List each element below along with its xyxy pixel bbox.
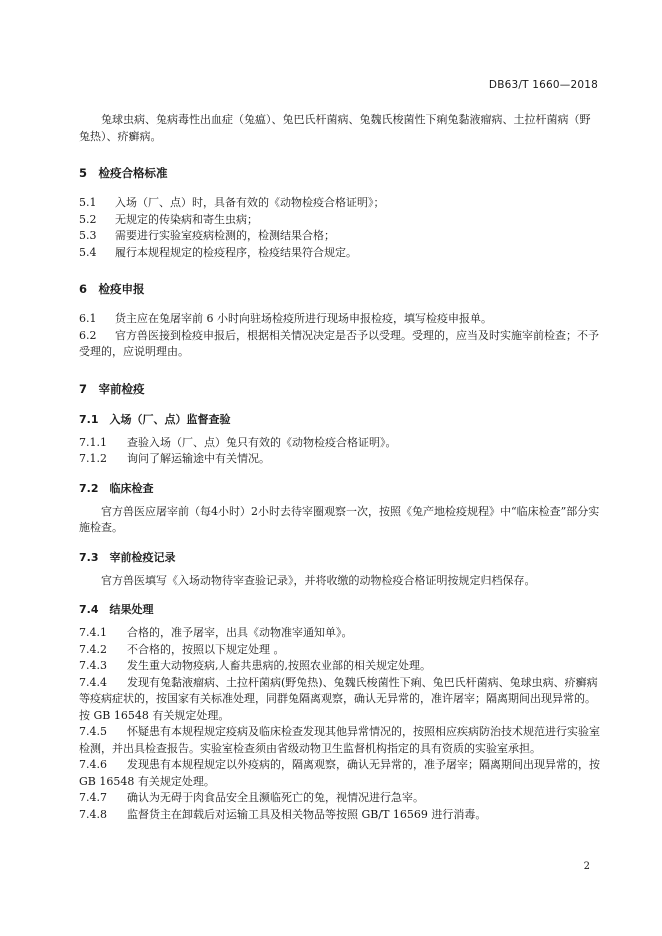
list-item: 6.1 货主应在兔屠宰前 6 小时向驻场检疫所进行现场申报检疫，填写检疫申报单。: [79, 312, 492, 325]
section-6-list: [79, 311, 601, 361]
list-item: 7.1.1 查验入场（厂、点）兔只有效的《动物检疫合格证明》。: [79, 435, 397, 449]
section-7-2-text: 官方兽医应屠宰前（每4小时）2小时去待宰圈观察一次，按照《兔产地检疫规程》中“临床检查”部分实施检查。: [79, 504, 600, 534]
section-7-2-title: 7.2 临床检查: [79, 481, 154, 495]
section-6-title: 6 检疫申报: [79, 282, 145, 296]
section-5-title: 5 检疫合格标准: [79, 166, 168, 180]
page-number: 2: [583, 861, 590, 872]
list-item: 7.4.3 发生重大动物疫病,人畜共患病的,按照农业部的相关规定处理。: [79, 659, 431, 672]
list-item: 7.4.2 不合格的，按照以下规定处理 。: [79, 642, 285, 656]
section-7-3-text: 官方兽医填写《入场动物待宰查验记录》，并将收缴的动物检疫合格证明按规定归档保存。: [101, 573, 536, 587]
list-item: 5.2 无规定的传染病和寄生虫病；: [79, 212, 258, 226]
list-item: 7.4.6 发现患有本规程规定以外疫病的，隔离观察，确认无异常的，准予屠宰；隔离期间出现异常的，按 GB 16548 有关规定处理。: [79, 758, 600, 788]
list-item: 7.4.8 监督货主在卸载后对运输工具及相关物品等按照 GB/T 16569 进行消毒。: [79, 807, 487, 821]
intro-paragraph: 兔球虫病、兔病毒性出血症（兔瘟）、兔巴氏杆菌病、兔魏氏梭菌性下痢兔黏液瘤病、土拉杆菌病（野兔热）、疥癣病。: [79, 113, 591, 143]
section-7-1-title: 7.1 入场（厂、点）监督查验: [79, 412, 231, 426]
section-7-3-title: 7.3 宰前检疫记录: [79, 550, 176, 564]
document-code: DB63/T 1660—2018: [488, 79, 598, 91]
list-item: 5.1 入场（厂、点）时，具备有效的《动物检疫合格证明》；: [79, 196, 385, 209]
list-item: 5.3 需要进行实验室疫病检测的，检测结果合格；: [79, 229, 335, 242]
document-body: [79, 112, 601, 823]
section-5-list: [79, 195, 601, 261]
list-item: 7.4.5 怀疑患有本规程规定疫病及临床检查发现其他异常情况的，按照相应疾病防治技术规范进行实验室检测，并出具检查报告。实验室检查须由省级动物卫生监督机构指定的具有资质的实验室承担。: [79, 725, 600, 755]
list-item: 7.1.2 询问了解运输途中有关情况。: [79, 452, 270, 465]
list-item: 7.4.4 发现有兔黏液瘤病、土拉杆菌病(野兔热)、兔魏氏梭菌性下痢、兔巴氏杆菌病、兔球虫病、疥癣病等疫病症状的，按国家有关标准处理，同群兔隔离观察，确认无异常的，准许屠宰；隔离期间出现异常的。按 GB 16548 有关规定处理。: [79, 675, 598, 722]
list-item: 6.2 官方兽医接到检疫申报后，根据相关情况决定是否予以受理。受理的，应当及时实施宰前检查；不予受理的，应说明理由。: [79, 328, 599, 358]
section-7-4-title: 7.4 结果处理: [79, 603, 154, 616]
section-7-4-list: [79, 625, 601, 823]
list-item: 5.4 履行本规程规定的检疫程序，检疫结果符合规定。: [79, 245, 357, 259]
list-item: 7.4.1 合格的，准予屠宰，出具《动物准宰通知单》。: [79, 626, 353, 639]
section-7-title: 7 宰前检疫: [79, 381, 145, 396]
list-item: 7.4.7 确认为无碍于肉食品安全且濒临死亡的兔，视情况进行急宰。: [79, 791, 424, 804]
